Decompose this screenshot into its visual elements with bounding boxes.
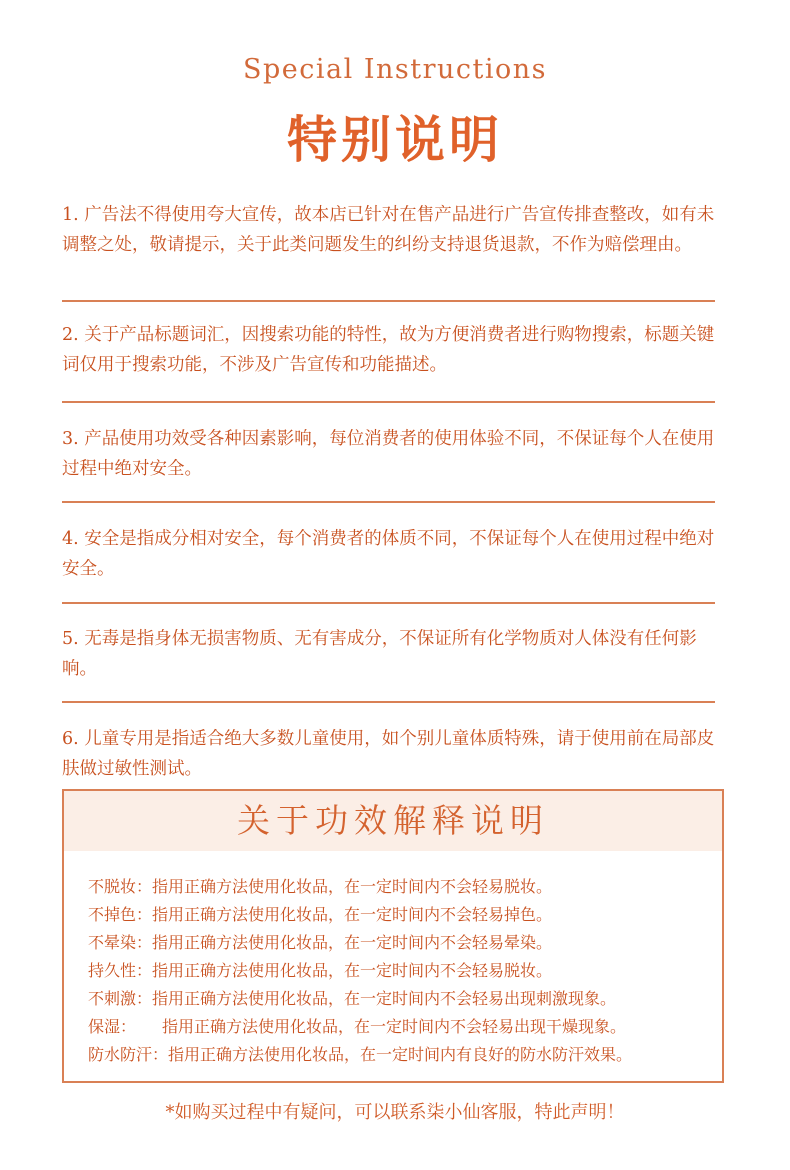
efficacy-term: 不脱妆： (88, 877, 153, 896)
efficacy-heading: 关于功效解释说明 (64, 791, 722, 851)
divider (62, 701, 715, 703)
efficacy-row (88, 957, 708, 985)
instruction-item-4: 4. 安全是指成分相对安全，每个消费者的体质不同，不保证每个人在使用过程中绝对安全。 (62, 529, 715, 579)
efficacy-row (88, 1041, 708, 1069)
efficacy-term: 不刺激： (88, 989, 153, 1008)
instruction-item-5: 5. 无毒是指身体无损害物质、无有害成分，不保证所有化学物质对人体没有任何影响。 (62, 629, 697, 679)
efficacy-row (88, 929, 708, 957)
efficacy-row (88, 873, 708, 901)
efficacy-row (88, 1013, 708, 1041)
efficacy-term: 持久性： (88, 961, 153, 980)
efficacy-term: 防水防汗： (88, 1045, 169, 1064)
page-title-chinese: 特别说明 (287, 111, 503, 169)
footer-note: *如购买过程中有疑问，可以联系柒小仙客服，特此声明！ (165, 1102, 625, 1123)
instruction-item-3: 3. 产品使用功效受各种因素影响，每位消费者的使用体验不同，不保证每个人在使用过程中绝对安全。 (62, 429, 715, 479)
instruction-item-2: 2. 关于产品标题词汇，因搜索功能的特性，故为方便消费者进行购物搜索，标题关键词仅用于搜索功能，不涉及广告宣传和功能描述。 (62, 325, 715, 375)
efficacy-desc: 指用正确方法使用化妆品，在一定时间内有良好的防水防汗效果。 (168, 1045, 633, 1064)
efficacy-desc: 指用正确方法使用化妆品，在一定时间内不会轻易出现刺激现象。 (152, 989, 617, 1008)
divider (62, 300, 715, 302)
efficacy-desc: 指用正确方法使用化妆品，在一定时间内不会轻易晕染。 (152, 933, 553, 952)
divider (62, 602, 715, 604)
efficacy-desc: 指用正确方法使用化妆品，在一定时间内不会轻易脱妆。 (152, 961, 553, 980)
page-title-english: Special Instructions (243, 54, 547, 85)
efficacy-term: 不掉色： (88, 905, 153, 924)
efficacy-explanation-box (62, 789, 724, 1083)
instruction-item-6: 6. 儿童专用是指适合绝大多数儿童使用，如个别儿童体质特殊，请于使用前在局部皮肤做过敏性测试。 (62, 729, 715, 779)
divider (62, 501, 715, 503)
instruction-item-1: 1. 广告法不得使用夸大宣传，故本店已针对在售产品进行广告宣传排查整改，如有未调整之处，敬请提示，关于此类问题发生的纠纷支持退货退款，不作为赔偿理由。 (62, 205, 715, 255)
efficacy-desc: 指用正确方法使用化妆品，在一定时间内不会轻易脱妆。 (152, 877, 553, 896)
efficacy-row (88, 985, 708, 1013)
efficacy-row (88, 901, 708, 929)
efficacy-term: 不晕染： (88, 933, 153, 952)
efficacy-desc: 指用正确方法使用化妆品，在一定时间内不会轻易出现干燥现象。 (162, 1017, 627, 1036)
divider (62, 401, 715, 403)
efficacy-desc: 指用正确方法使用化妆品，在一定时间内不会轻易掉色。 (152, 905, 553, 924)
efficacy-term: 保湿： (88, 1017, 137, 1036)
efficacy-list (88, 873, 708, 1069)
